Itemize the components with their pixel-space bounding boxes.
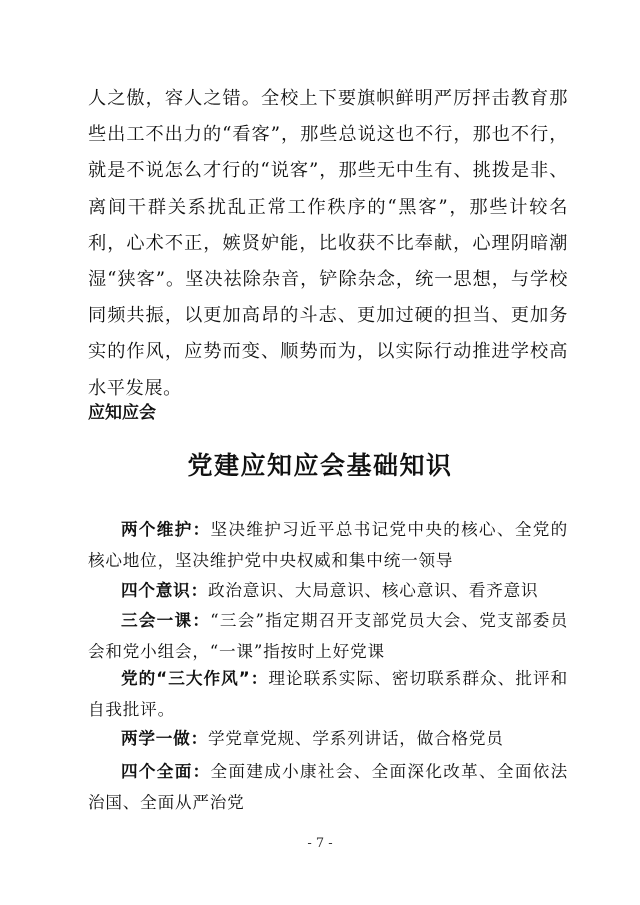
item-term: 党的“三大作风”： [121, 669, 269, 688]
page-title: 党建应知应会基础知识 [187, 451, 453, 480]
knowledge-item [88, 663, 568, 725]
section-tag: 应知应会 [88, 403, 156, 423]
item-term: 两个维护： [121, 520, 211, 539]
intro-paragraph: 人之傲，容人之错。全校上下要旗帜鲜明严厉抨击教育那些出工不出力的“看客”，那些总说这也不行，那也不行，就是不说怎么才行的“说客”，那些无中生有、挑拨是非、离间干群关系扰乱正常工作秩序的“黑客”，那些计较名利，心术不正，嫉贤妒能，比收获不比奉献，心理阴暗潮湿“狭客”。坚决祛除杂音，铲除杂念，统一思想，与学校同频共振，以更加高昂的斗志、更加过硬的担当、更加务实的作风，应势而变、顺势而为，以实际行动推进学校高水平发展。 [88, 88, 568, 399]
knowledge-item [88, 575, 568, 606]
knowledge-item [88, 756, 568, 818]
page-number: - 7 - [307, 836, 333, 851]
item-term: 四个意识： [121, 581, 208, 600]
item-text: 理论联系实际、密切联系群众、批评和自我批评。 [88, 669, 568, 719]
item-text: 全面建成小康社会、全面深化改革、全面依法治国、全面从严治党 [88, 762, 569, 812]
item-text: 政治意识、大局意识、核心意识、看齐意识 [207, 581, 539, 600]
knowledge-item [88, 605, 568, 667]
item-text: 坚决维护习近平总书记党中央的核心、全党的核心地位，坚决维护党中央权威和集中统一领导 [88, 520, 569, 570]
knowledge-item [88, 723, 568, 754]
item-text: 学党章党规、学系列讲话，做合格党员 [207, 729, 504, 748]
item-text: “三会”指定期召开支部党员大会、党支部委员会和党小组会，“一课”指按时上好党课 [88, 611, 569, 661]
knowledge-item [88, 514, 568, 576]
item-term: 两学一做： [121, 729, 208, 748]
item-term: 三会一课： [121, 611, 211, 630]
item-term: 四个全面： [121, 762, 211, 781]
